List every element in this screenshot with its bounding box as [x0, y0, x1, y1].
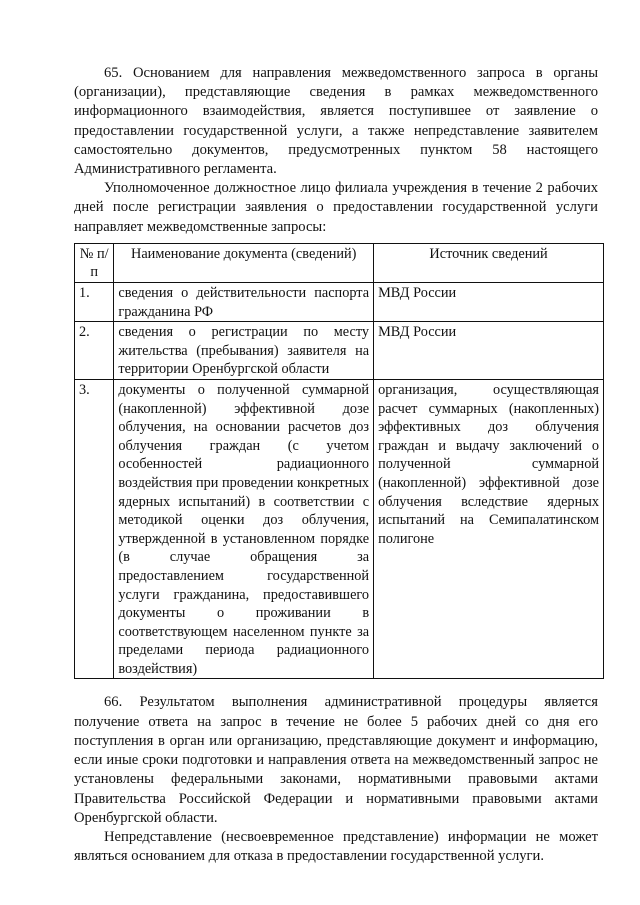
interagency-requests-table	[74, 243, 604, 680]
header-number: № п/п	[75, 243, 114, 282]
row-source: организация, осуществляющая расчет суммарных (накопленных) эффективных доз облучения граждан и выдачу заключений о полученной суммарной (накопленной) эффективной дозе облучения вследствие ядерных испытаний на Семипалатинском полигоне	[374, 379, 604, 679]
row-document: документы о полученной суммарной (накопленной) эффективной дозе облучения, на основании расчетов доз облучения граждан (с учетом особенностей радиационного воздействия при проведении конкретных ядерных испытаний) в соответствии с методикой оценки доз облучения, утвержденной в установленном порядке (в случае обращения за предоставлением государственной услуги гражданина, предоставившего документы о проживании в соответствующем населенном пункте за пределами периода радиационного воздействия)	[114, 379, 374, 679]
document-page	[74, 64, 598, 866]
row-document: сведения о действительности паспорта гражданина РФ	[114, 283, 374, 322]
row-document: сведения о регистрации по месту жительства (пребывания) заявителя на территории Оренбургской области	[114, 322, 374, 380]
table-header-row	[75, 243, 604, 282]
paragraph-authorized-official: Уполномоченное должностное лицо филиала учреждения в течение 2 рабочих дней после регистрации заявления о предоставлении государственной услуги направляет межведомственные запросы:	[74, 180, 598, 235]
table-row	[75, 379, 604, 679]
paragraph-non-submission: Непредставление (несвоевременное представление) информации не может являться основанием для отказа в предоставлении государственной услуги.	[74, 828, 598, 865]
table-row	[75, 322, 604, 380]
header-source: Источник сведений	[374, 243, 604, 282]
paragraph-66: 66. Результатом выполнения административной процедуры является получение ответа на запрос в течение не более 5 рабочих дней со дня его поступления в орган или организацию, представляющие документ и информацию, если иные сроки подготовки и направления ответа на межведомственный запрос не установлены федеральными законами, нормативными правовыми актами Правительства Российской Федерации и нормативными правовыми актами Оренбургской области.	[74, 694, 598, 826]
table-row	[75, 283, 604, 322]
row-number: 3.	[75, 379, 114, 679]
row-number: 1.	[75, 283, 114, 322]
header-document-name: Наименование документа (сведений)	[114, 243, 374, 282]
row-source: МВД России	[374, 322, 604, 380]
row-number: 2.	[75, 322, 114, 380]
row-source: МВД России	[374, 283, 604, 322]
paragraph-65: 65. Основанием для направления межведомственного запроса в органы (организации), представляющие сведения в рамках межведомственного информационного взаимодействия, является поступившее от заявление о предоставлении государственной услуги, а также непредставление заявителем самостоятельно документов, предусмотренных пунктом 58 настоящего Административного регламента.	[74, 65, 598, 178]
